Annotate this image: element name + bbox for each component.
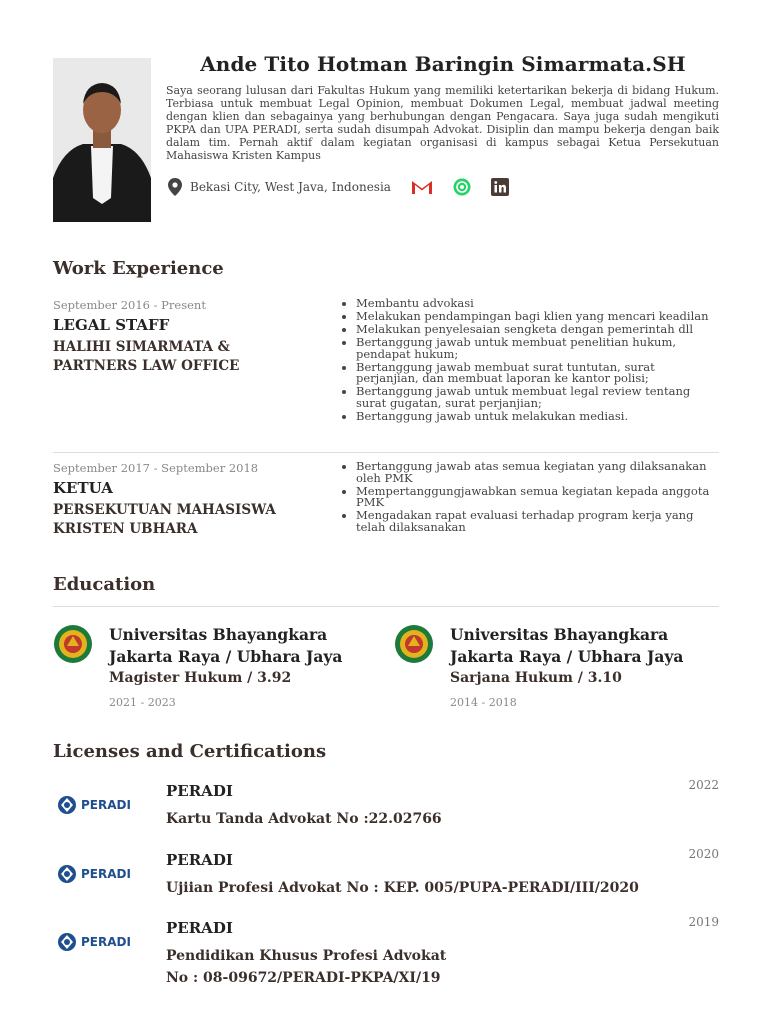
linkedin-icon[interactable] xyxy=(491,178,509,196)
section-title-certifications: Licenses and Certifications xyxy=(53,741,327,762)
peradi-logo xyxy=(57,931,145,953)
peradi-logo xyxy=(57,794,145,816)
bullet-item: • Bertanggung jawab untuk melakukan mediasi. xyxy=(356,411,721,423)
bullet-item: • Melakukan penyelesaian sengketa dengan pemerintah dll xyxy=(356,324,721,336)
degree: Sarjana Hukum / 3.10 xyxy=(450,670,622,686)
university-name: Universitas Bhayangkara Jakarta Raya / Ubhara Jaya xyxy=(109,625,343,666)
bullet-item: • Mengadakan rapat evaluasi terhadap program kerja yang telah dilaksanakan xyxy=(356,510,721,533)
certification-name: Ujiian Profesi Advokat No : KEP. 005/PUPA-PERADI/III/2020 xyxy=(166,880,639,896)
location-pin-icon xyxy=(168,178,182,196)
certification-issuer: PERADI xyxy=(166,919,233,937)
experience-org: HALIHI SIMARMATA & PARTNERS LAW OFFICE xyxy=(53,339,240,374)
divider xyxy=(53,606,719,607)
university-name: Universitas Bhayangkara Jakarta Raya / Ubhara Jaya xyxy=(450,625,684,666)
experience-dates: September 2016 - Present xyxy=(53,298,206,312)
university-logo-icon xyxy=(53,624,93,664)
bullet-item: • Membantu advokasi xyxy=(356,298,721,310)
degree: Magister Hukum / 3.92 xyxy=(109,670,292,686)
section-title-education: Education xyxy=(53,574,156,595)
experience-dates: September 2017 - September 2018 xyxy=(53,461,259,475)
peradi-logo-text: PERADI xyxy=(81,867,131,881)
bullet-item: • Bertanggung jawab atas semua kegiatan yang dilaksanakan oleh PMK xyxy=(356,461,721,484)
bullet-item: • Bertanggung jawab membuat surat tuntutan, surat perjanjian, dan membuat laporan ke kantor polisi; xyxy=(356,362,721,385)
experience-bullets xyxy=(343,461,721,535)
certification-issuer: PERADI xyxy=(166,851,233,869)
peradi-logo-text: PERADI xyxy=(81,935,131,949)
contact-row xyxy=(168,178,509,196)
divider xyxy=(53,452,719,453)
experience-org: PERSEKUTUAN MAHASISWA KRISTEN UBHARA xyxy=(53,502,276,537)
certification-year: 2022 xyxy=(688,778,719,792)
certification-year: 2019 xyxy=(688,915,719,929)
experience-role: KETUA xyxy=(53,479,113,497)
gmail-icon[interactable] xyxy=(411,179,433,195)
experience-role: LEGAL STAFF xyxy=(53,316,170,334)
profile-summary: Saya seorang lulusan dari Fakultas Hukum yang memiliki ketertarikan bekerja di bidang Hukum. Terbiasa untuk membuat Legal Opinion, membuat Dokumen Legal, membuat jadwal meeting dengan klien dan sebagainya yang berhubungan dengan Pengacara. Saya juga sudah mengikuti PKPA dan UPA PERADI, serta sudah disumpah Advokat. Disiplin dan mampu bekerja dengan baik dalam tim. Pernah aktif dalam kegiatan organisasi di kampus sebagai Ketua Persekutuan Mahasiswa Kristen Kampus xyxy=(166,84,719,162)
bullet-item: • Bertanggung jawab untuk membuat penelitian hukum, pendapat hukum; xyxy=(356,337,721,360)
experience-bullets xyxy=(343,298,721,424)
experience-item xyxy=(53,296,719,423)
profile-photo xyxy=(53,58,151,222)
certification-year: 2020 xyxy=(688,847,719,861)
bullet-item: • Melakukan pendampingan bagi klien yang mencari keadilan xyxy=(356,311,721,323)
certification-issuer: PERADI xyxy=(166,782,233,800)
university-logo-icon xyxy=(394,624,434,664)
peradi-logo xyxy=(57,863,145,885)
section-title-work: Work Experience xyxy=(53,258,224,279)
bullet-item: • Mempertanggungjawabkan semua kegiatan kepada anggota PMK xyxy=(356,486,721,509)
certification-name: Kartu Tanda Advokat No :22.02766 xyxy=(166,811,442,827)
location-text: Bekasi City, West Java, Indonesia xyxy=(190,180,391,194)
whatsapp-icon[interactable] xyxy=(453,178,471,196)
profile-name: Ande Tito Hotman Baringin Simarmata.SH xyxy=(200,52,686,76)
education-years: 2014 - 2018 xyxy=(450,696,517,709)
experience-item xyxy=(53,461,719,539)
peradi-logo-text: PERADI xyxy=(81,798,131,812)
education-years: 2021 - 2023 xyxy=(109,696,176,709)
bullet-item: • Bertanggung jawab untuk membuat legal review tentang surat gugatan, surat perjanjian; xyxy=(356,386,721,409)
certification-name: Pendidikan Khusus Profesi Advokat No : 08-09672/PERADI-PKPA/XI/19 xyxy=(166,948,447,986)
